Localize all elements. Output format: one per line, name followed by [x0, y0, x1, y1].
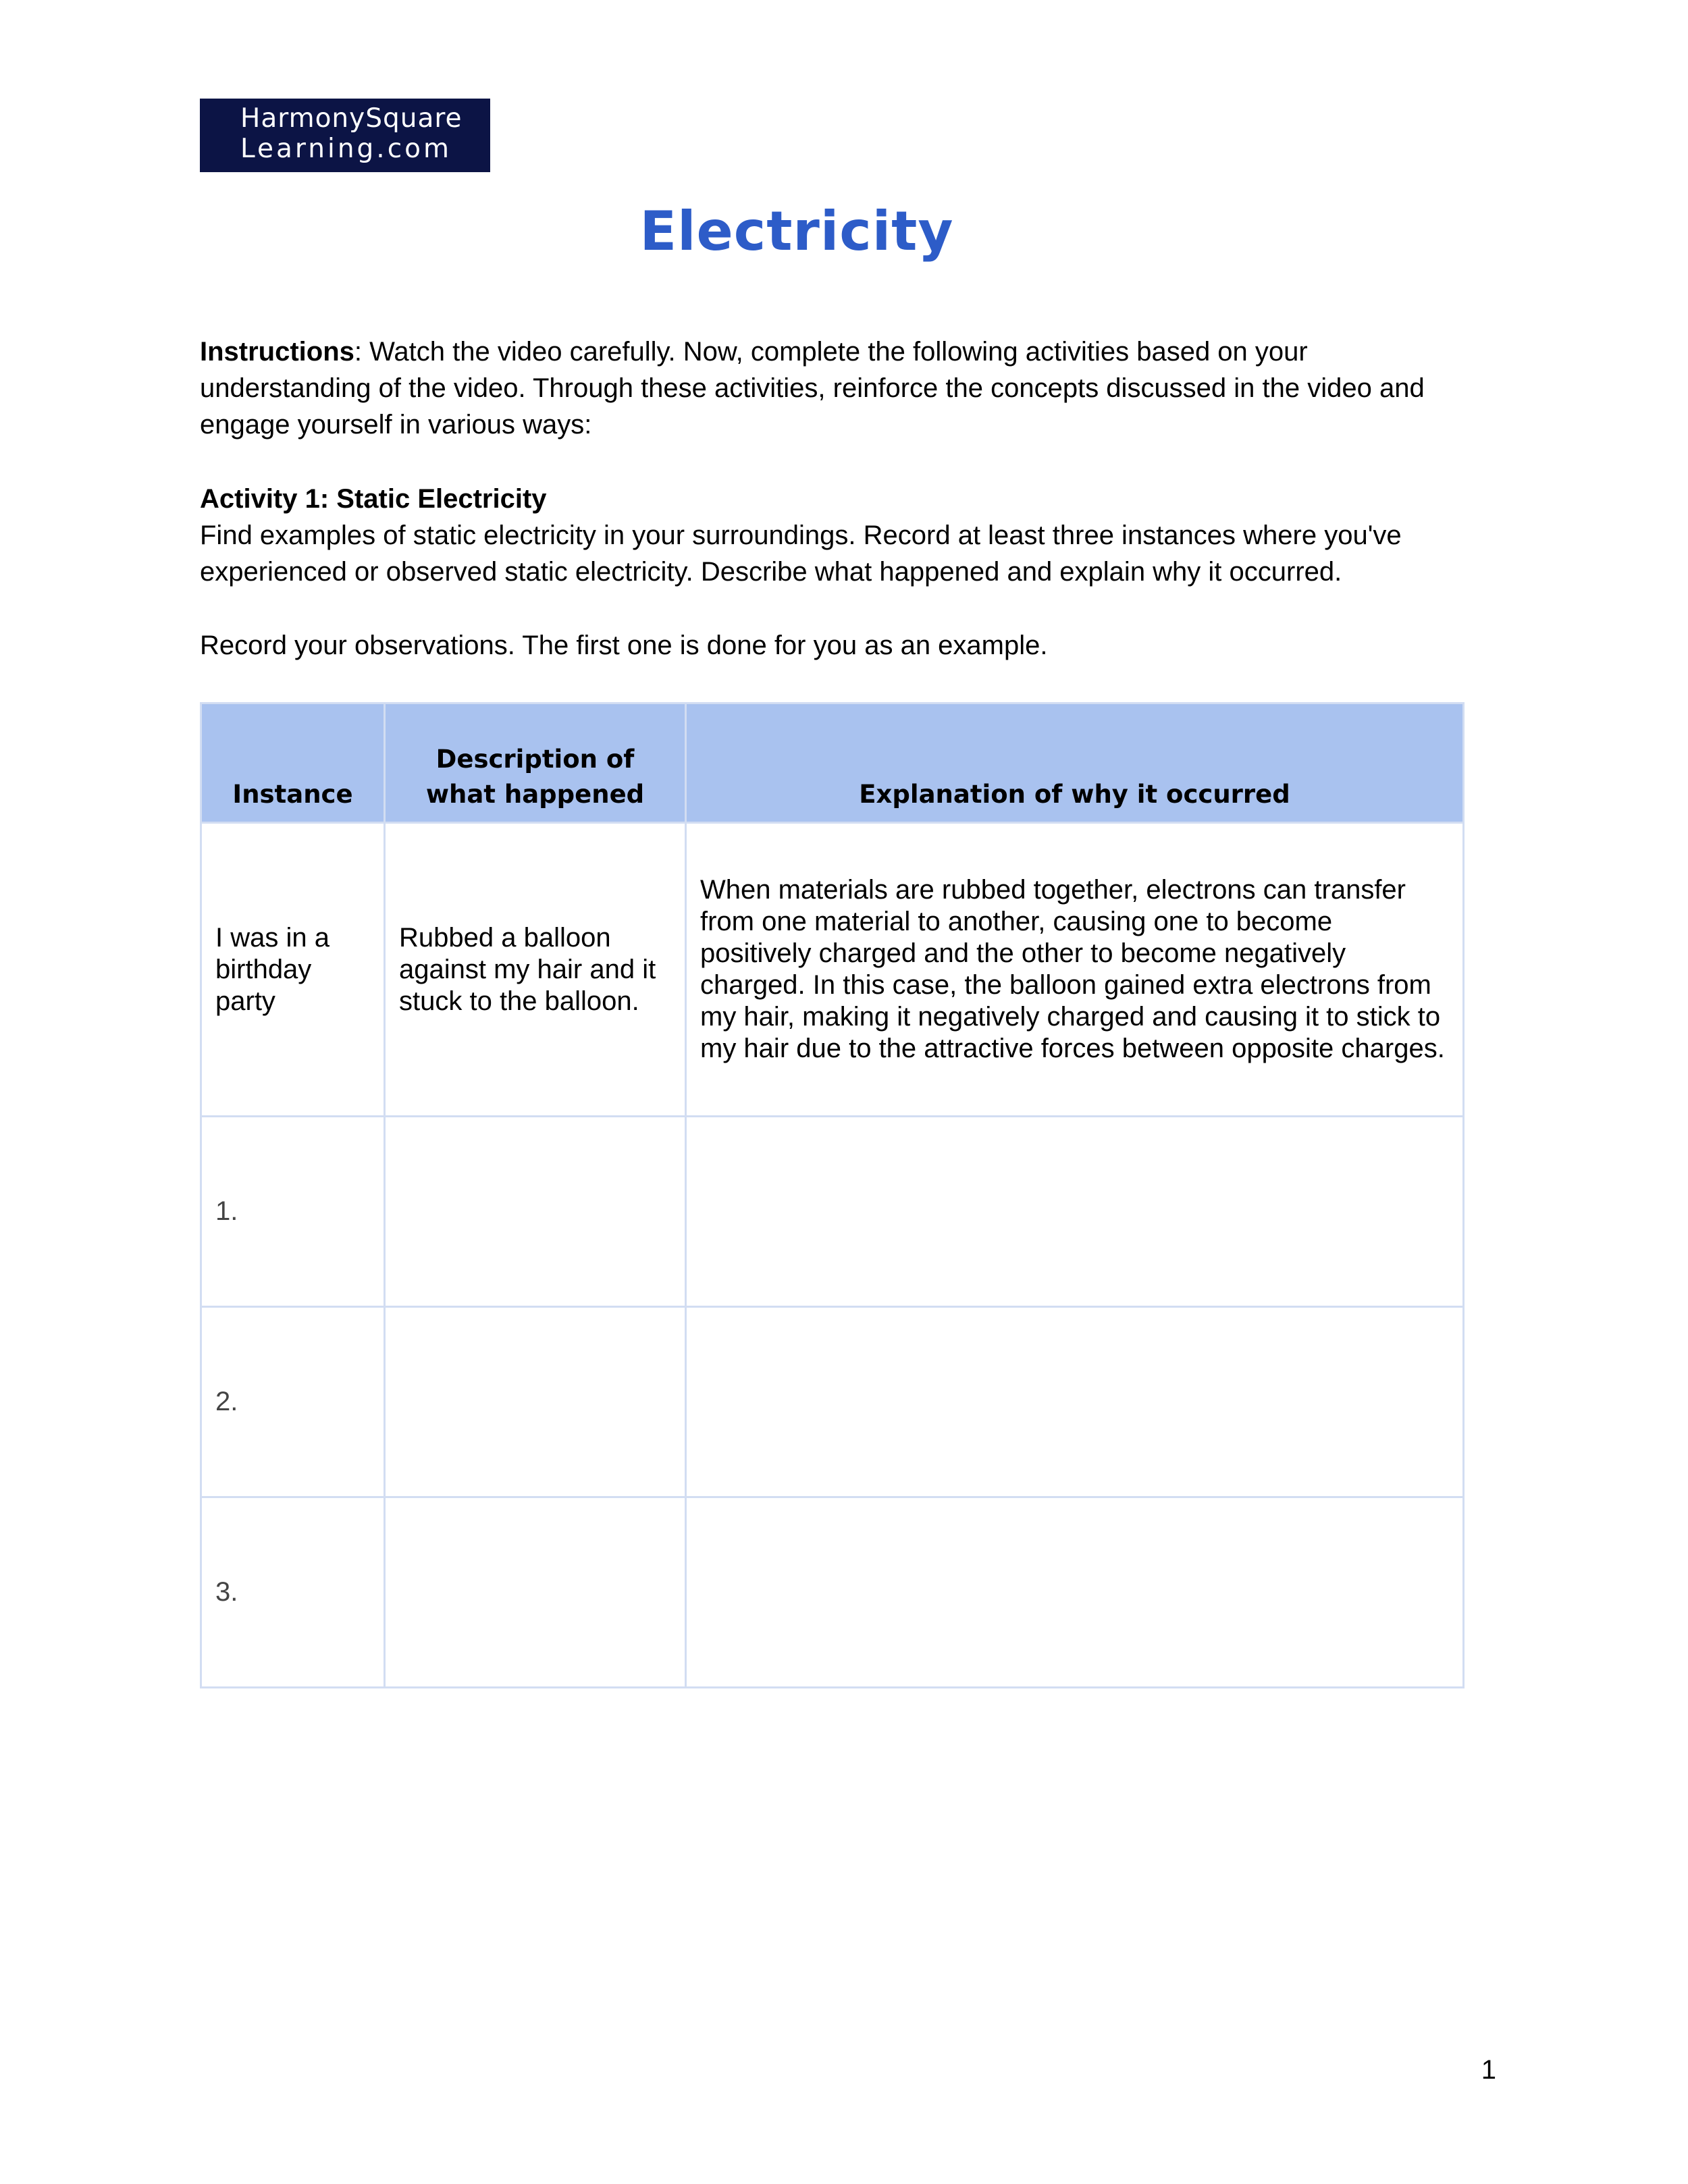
- logo-line-1: HarmonySquare: [240, 103, 463, 134]
- description-cell[interactable]: [385, 1117, 686, 1307]
- example-explanation-cell: When materials are rubbed together, electrons can transfer from one material to another, causing one to become positively charged and the other to become negatively charged. In this case, the balloon gained extra electrons from my hair, making it negatively charged and causing it to stick to my hair due to the attractive forces between opposite charges.: [686, 823, 1464, 1117]
- table-row: [201, 1307, 1464, 1497]
- activity-heading: Activity 1: Static Electricity: [200, 484, 547, 514]
- description-cell[interactable]: [385, 1497, 686, 1688]
- record-prompt: Record your observations. The first one is done for you as an example.: [200, 631, 1048, 660]
- instance-number-cell: 1.: [201, 1117, 385, 1307]
- header-explanation: Explanation of why it occurred: [686, 703, 1464, 823]
- explanation-cell[interactable]: [686, 1117, 1464, 1307]
- logo: [200, 99, 490, 172]
- description-cell[interactable]: [385, 1307, 686, 1497]
- example-description-cell: Rubbed a balloon against my hair and it stuck to the balloon.: [385, 823, 686, 1117]
- explanation-cell[interactable]: [686, 1497, 1464, 1688]
- page-number: 1: [1481, 2055, 1496, 2085]
- table-header-row: [201, 703, 1464, 823]
- observations-table: [200, 702, 1465, 1688]
- instructions-label: Instructions: [200, 337, 354, 367]
- instructions-text: : Watch the video carefully. Now, complete the following activities based on your understanding of the video. Through these activities, reinforce the concepts discussed in the video and engage yourself in various ways:: [200, 337, 1425, 440]
- logo-line-2: Learning.com: [240, 134, 452, 164]
- table-row-example: [201, 823, 1464, 1117]
- example-instance-cell: I was in a birthday party: [201, 823, 385, 1117]
- activity-description: Find examples of static electricity in your surroundings. Record at least three instances where you've experienced or observed static electricity. Describe what happened and explain why it occurred.: [200, 521, 1402, 587]
- instructions-paragraph: [200, 334, 1483, 443]
- instance-number-cell: 3.: [201, 1497, 385, 1688]
- explanation-cell[interactable]: [686, 1307, 1464, 1497]
- page-title: Electricity: [639, 200, 954, 263]
- header-description: Description of what happened: [385, 703, 686, 823]
- instance-number-cell: 2.: [201, 1307, 385, 1497]
- table-row: [201, 1117, 1464, 1307]
- table-row: [201, 1497, 1464, 1688]
- header-instance: Instance: [201, 703, 385, 823]
